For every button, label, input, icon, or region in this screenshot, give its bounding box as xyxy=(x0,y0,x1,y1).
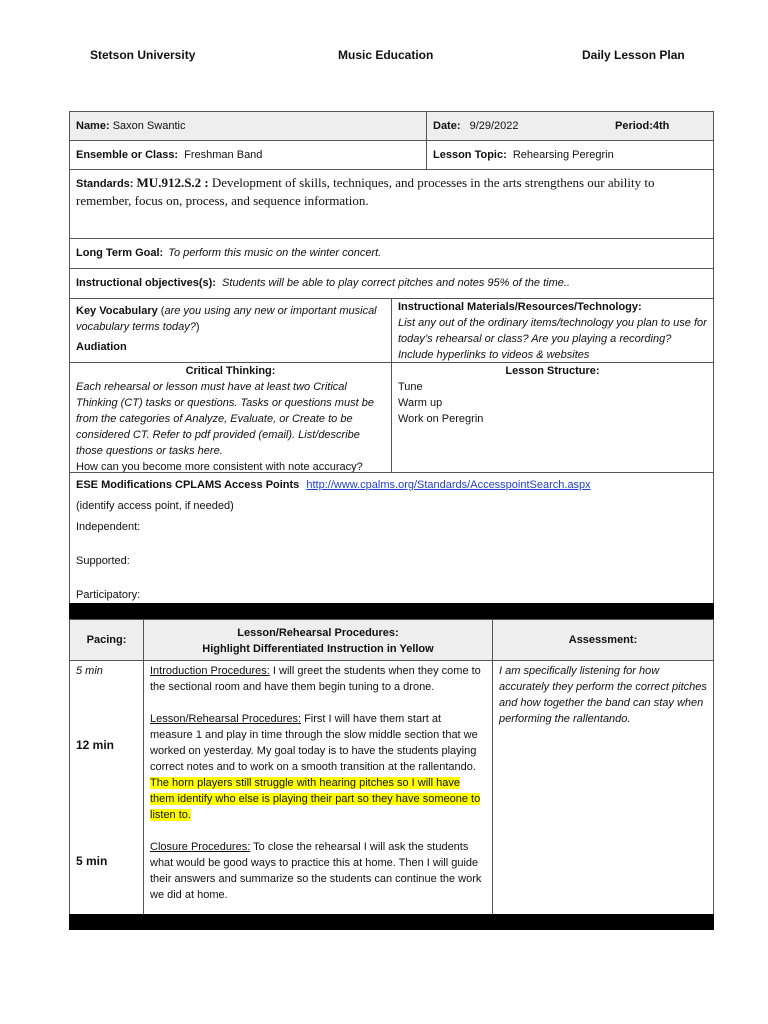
ensemble-value: Freshman Band xyxy=(184,149,263,161)
goal-label: Long Term Goal: xyxy=(76,247,164,259)
independent-label: Independent: xyxy=(76,521,141,533)
closure-label: Closure Procedures: xyxy=(150,841,251,853)
university-name: Stetson University xyxy=(90,48,196,62)
standards-text: Development of skills, techniques, and processes in the arts strengthens our ability to remember, focus on, process, and sequence information. xyxy=(76,175,655,208)
procedures-body-cell xyxy=(143,660,493,915)
lesson-label: Lesson/Rehearsal Procedures: xyxy=(150,713,302,725)
vocab-prompt: are you using any new or important musical vocabulary terms today? xyxy=(76,305,377,333)
procedures-header: Lesson/Rehearsal Procedures: xyxy=(237,627,399,639)
date-cell xyxy=(426,111,714,141)
lesson-procedure xyxy=(150,711,486,823)
assessment-text: I am specifically listening for how accurately they perform the correct pitches and how together the band can stay when performing the rallentando. xyxy=(499,665,707,725)
pace-closure: 5 min xyxy=(76,854,108,868)
materials-prompt: List any out of the ordinary items/technology you plan to use for today’s rehearsal or class? Are you playing a recording? Include hyperlinks to videos & websites xyxy=(398,317,707,361)
pace-intro: 5 min xyxy=(76,665,103,677)
objectives-label: Instructional objectives(s): xyxy=(76,277,216,289)
goal-value: To perform this music on the winter concert. xyxy=(168,247,382,259)
date-label: Date: xyxy=(433,120,461,132)
assessment-body-cell xyxy=(492,660,714,915)
name-cell xyxy=(69,111,427,141)
supported-label: Supported: xyxy=(76,555,130,567)
structure-label: Lesson Structure: xyxy=(505,365,600,377)
materials-cell xyxy=(391,298,714,363)
standards-code: MU.912.S.2 : xyxy=(136,175,209,190)
intro-text: I will greet the students when they come to the sectional room and have them begin tuning to a drone. xyxy=(150,665,481,693)
pacing-body-cell xyxy=(69,660,144,915)
differentiated-instruction-highlight: The horn players still struggle with hearing pitches so I will have them identify who else is playing their part so they have someone to listen to. xyxy=(150,777,481,821)
intro-label: Introduction Procedures: xyxy=(150,665,270,677)
ese-link[interactable]: http://www.cpalms.org/Standards/AccesspointSearch.aspx xyxy=(306,479,591,491)
period-label: Period: xyxy=(615,120,653,132)
ese-label: ESE Modifications CPLAMS Access Points xyxy=(76,479,300,491)
lesson-structure-cell xyxy=(391,362,714,473)
closure-procedure xyxy=(150,839,486,903)
pacing-header-cell xyxy=(69,619,144,661)
ct-question: How can you become more consistent with note accuracy? xyxy=(76,461,363,473)
name-label: Name: xyxy=(76,120,110,132)
participatory-label: Participatory: xyxy=(76,589,141,601)
standards-cell xyxy=(69,169,714,239)
topic-label: Lesson Topic: xyxy=(433,149,507,161)
section-divider xyxy=(69,603,714,619)
ese-note: (identify access point, if needed) xyxy=(76,500,234,512)
name-value: Saxon Swantic xyxy=(112,120,186,132)
date-value: 9/29/2022 xyxy=(469,120,519,132)
pacing-header: Pacing: xyxy=(86,634,127,646)
closure-text: To close the rehearsal I will ask the students what would be good ways to practice this at home. Then I will guide their answers and summarize so the students can continue the work we did at home. xyxy=(150,841,482,901)
standards-label: Standards: xyxy=(76,178,134,190)
lesson-text: First I will have them start at measure 1 and play in time through the slow middle section that we worked on yesterday. My goal today is to have the students playing correct notes and to work on a smooth transition at the rallentando. xyxy=(150,713,478,773)
structure-item: Warm up xyxy=(398,397,443,409)
period-value: 4th xyxy=(652,120,670,132)
objectives-value: Students will be able to play correct pitches and notes 95% of the time.. xyxy=(222,277,570,289)
long-term-goal-cell xyxy=(69,238,714,269)
document-type: Daily Lesson Plan xyxy=(582,48,685,62)
ensemble-label: Ensemble or Class: xyxy=(76,149,179,161)
department-name: Music Education xyxy=(338,48,434,62)
procedures-header-cell xyxy=(143,619,493,661)
vocab-label: Key Vocabulary xyxy=(76,305,158,317)
assessment-header-cell xyxy=(492,619,714,661)
critical-thinking-cell xyxy=(69,362,392,473)
procedures-subheader: Highlight Differentiated Instruction in Yellow xyxy=(202,643,434,655)
objectives-cell xyxy=(69,268,714,299)
assessment-header: Assessment: xyxy=(568,634,638,646)
topic-value: Rehearsing Peregrin xyxy=(512,149,614,161)
intro-procedure xyxy=(150,663,486,695)
topic-cell xyxy=(426,140,714,170)
structure-item: Tune xyxy=(398,381,423,393)
ct-prompt: Each rehearsal or lesson must have at least two Critical Thinking (CT) tasks or questions. Tasks or questions must be from the categories of Analyze, Evaluate, or Create to be considered CT. Refer to pdf provided (email). List/describe those questions or tasks here. xyxy=(76,381,374,457)
vocab-value: Audiation xyxy=(76,341,127,353)
vocabulary-cell: Key Vocabulary (are you using any new or important musical vocabulary terms today?) Audiation xyxy=(69,298,392,363)
ese-cell xyxy=(69,472,714,604)
materials-label: Instructional Materials/Resources/Technology: xyxy=(398,301,642,313)
pace-lesson: 12 min xyxy=(76,738,115,752)
bottom-divider xyxy=(69,914,714,930)
ct-label: Critical Thinking: xyxy=(185,365,276,377)
ensemble-cell xyxy=(69,140,427,170)
structure-item: Work on Peregrin xyxy=(398,413,484,425)
